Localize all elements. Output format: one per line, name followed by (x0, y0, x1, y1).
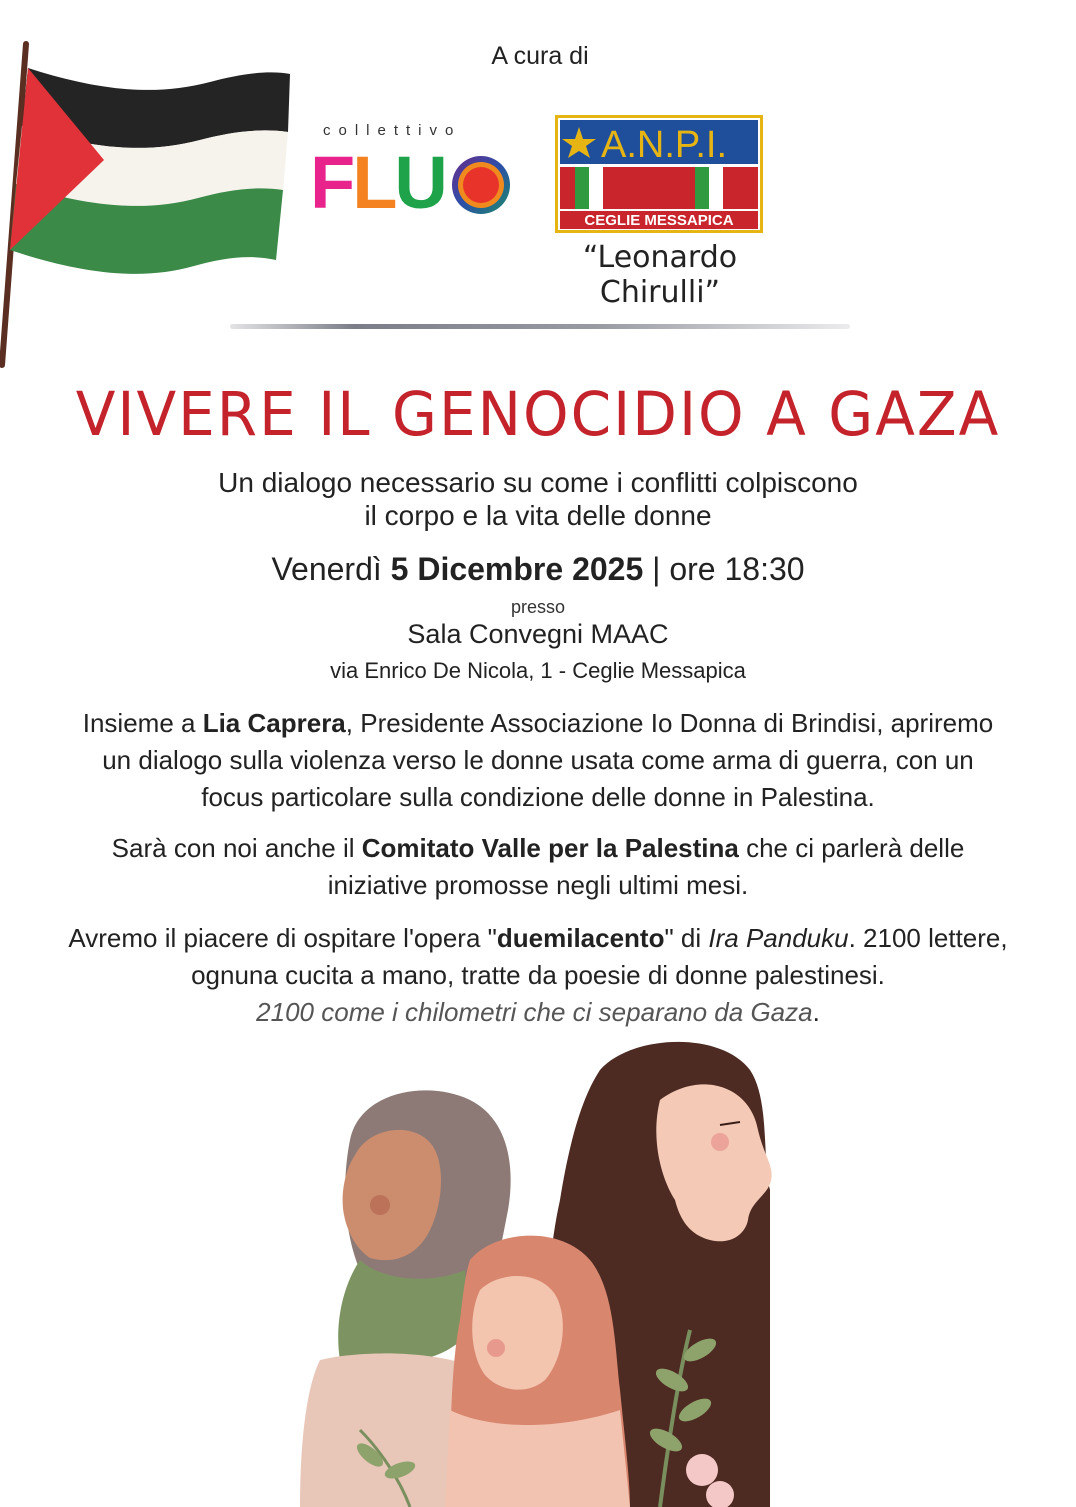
artwork-title: duemilacento (496, 923, 665, 953)
event-venue: Sala Convegni MAAC (407, 619, 669, 649)
p3-line-2: ognuna cucita a mano, tratte da poesie di donne palestinesi. (191, 960, 885, 990)
p2-text: che ci parlerà delle (738, 833, 965, 863)
p2-text: Sarà con noi anche il (111, 833, 362, 863)
fluo-letter-l: L (352, 141, 395, 224)
p3-text: . (812, 997, 820, 1027)
palestine-flag-icon (0, 40, 300, 370)
event-date: 5 Dicembre 2025 (390, 551, 644, 587)
paragraph-committee (0, 830, 1076, 904)
curated-by-label: A cura di (491, 42, 589, 70)
subtitle-line-2: il corpo e la vita delle donne (364, 500, 712, 531)
p1-line-3: focus particolare sulla condizione delle donne in Palestina. (201, 782, 875, 812)
paragraph-speaker (0, 705, 1076, 816)
anpi-location: CEGLIE MESSAPICA (584, 212, 734, 229)
artist-name: Ira Panduku (708, 923, 849, 953)
p3-text: . 2100 lettere, (848, 923, 1008, 953)
women-illustration (300, 1030, 800, 1507)
p1-text: , Presidente Associazione Io Donna di Brindisi, apriremo (345, 708, 994, 738)
p3-text: Avremo il piacere di ospitare l'opera " (68, 923, 497, 953)
fluo-target-icon (451, 155, 511, 215)
event-title: VIVERE IL GENOCIDIO A GAZA (75, 378, 1001, 450)
paragraph-artwork (0, 920, 1076, 1031)
event-time: | ore 18:30 (652, 551, 805, 587)
presso-label: presso (510, 597, 566, 617)
p2-line-2: iniziative promosse negli ultimi mesi. (327, 870, 749, 900)
anpi-logo (555, 115, 763, 233)
p3-text: " di (664, 923, 709, 953)
fluo-collective-label: collettivo (323, 122, 462, 139)
anpi-dedication: “Leonardo Chirulli” (582, 240, 738, 310)
event-day: Venerdì (271, 551, 382, 587)
p1-line-2: un dialogo sulla violenza verso le donne usata come arma di guerra, con un (102, 745, 974, 775)
speaker-name: Lia Caprera (202, 708, 346, 738)
anpi-name: A.N.P.I. (601, 124, 728, 166)
committee-name: Comitato Valle per la Palestina (361, 833, 739, 863)
p1-text: Insieme a (82, 708, 203, 738)
event-subtitle (0, 466, 1076, 532)
event-address: via Enrico De Nicola, 1 - Ceglie Messapica (330, 658, 746, 683)
fluo-letter-f: F (310, 141, 353, 224)
event-datetime (0, 551, 1076, 588)
fluo-letter-u: U (394, 141, 445, 224)
p3-tagline: 2100 come i chilometri che ci separano da Gaza (256, 997, 813, 1027)
fluo-logo (310, 143, 445, 223)
subtitle-line-1: Un dialogo necessario su come i conflitti colpiscono (218, 467, 858, 498)
divider (230, 324, 850, 329)
